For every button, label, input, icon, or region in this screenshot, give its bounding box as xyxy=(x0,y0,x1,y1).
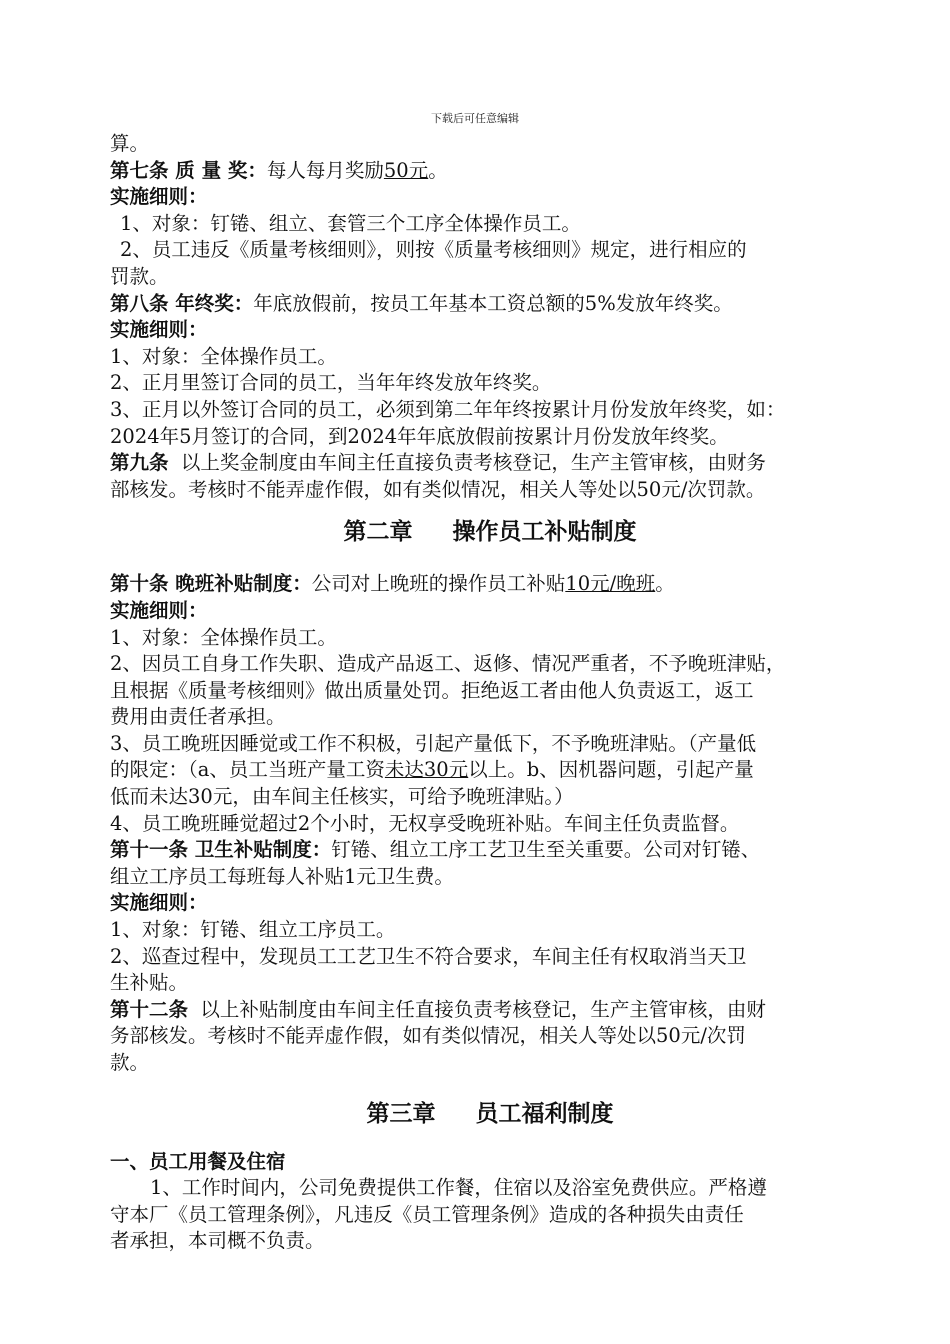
text-line: 算。 xyxy=(110,132,150,155)
article-11: 第十一条 卫生补贴制度：钉锩、组立工序工艺卫生至关重要。公司对钉锩、 xyxy=(110,838,761,862)
article-12: 第十二条 以上补贴制度由车间主任直接负责考核登记，生产主管审核，由财 xyxy=(110,997,766,1021)
article-9: 第九条 以上奖金制度由车间主任直接负责考核登记，生产主管审核，由财务 xyxy=(110,451,766,475)
rule-item-cont: 且根据《质量考核细则》做出质量处罚。拒绝返工者由他人负责返工，返工 xyxy=(110,678,754,702)
article-title: 第九条 xyxy=(110,451,169,475)
rules-heading: 实施细则： xyxy=(110,185,208,209)
rule-item: 2、巡查过程中，发现员工工艺卫生不符合要求，车间主任有权取消当天卫 xyxy=(110,944,747,968)
rule-item: 1、对象：钉锩、组立、套管三个工序全体操作员工。 xyxy=(120,211,581,235)
rule-item-cont: 低而未达30元，由车间主任核实，可给予晚班津贴。） xyxy=(110,785,574,809)
rule-item: 2、正月里签订合同的员工，当年年终发放年终奖。 xyxy=(110,371,552,395)
chapter-heading: 第二章 操作员工补贴制度 xyxy=(343,519,637,546)
article-title: 第八条 年终奖： xyxy=(110,291,254,315)
underlined-amount: 未达30元 xyxy=(384,758,469,782)
rule-item: 2、因员工自身工作失职、造成产品返工、返修、情况严重者，不予晚班津贴， xyxy=(110,652,786,676)
underlined-amount: 10元/晚班 xyxy=(565,572,656,596)
page-header: 下载后可任意编辑 xyxy=(431,112,519,125)
rule-item-cont: 2024年5月签订的合同，到2024年年底放假前按累计月份发放年终奖。 xyxy=(110,424,729,448)
article-8: 第八条 年终奖：年底放假前，按员工年基本工资总额的5%发放年终奖。 xyxy=(110,291,733,315)
paragraph-line: 者承担，本司概不负责。 xyxy=(110,1229,325,1253)
rules-heading: 实施细则： xyxy=(110,891,208,915)
document-body xyxy=(110,131,870,1255)
rules-heading: 实施细则： xyxy=(110,318,208,342)
underlined-amount: 50元 xyxy=(383,158,429,182)
text-line: 组立工序员工每班每人补贴1元卫生费。 xyxy=(110,864,454,888)
rule-item: 4、员工晚班睡觉超过2个小时，无权享受晚班补贴。车间主任负责监督。 xyxy=(110,811,740,835)
article-title: 第十二条 xyxy=(110,997,189,1021)
text-line: 部核发。考核时不能弄虚作假，如有类似情况，相关人等处以50元/次罚款。 xyxy=(110,477,766,501)
rule-item: 2、员工违反《质量考核细则》，则按《质量考核细则》规定，进行相应的 xyxy=(120,238,747,262)
rule-item-cont: 的限定：（a、员工当班产量工资未达30元以上。b、因机器问题，引起产量 xyxy=(110,758,754,782)
article-title: 第十一条 卫生补贴制度： xyxy=(110,838,332,862)
article-title: 第十条 晚班补贴制度： xyxy=(110,572,312,596)
text-line: 务部核发。考核时不能弄虚作假，如有类似情况，相关人等处以50元/次罚 xyxy=(110,1024,746,1048)
rule-item: 1、对象：钉锩、组立工序员工。 xyxy=(110,918,396,942)
article-7: 第七条 质 量 奖：每人每月奖励50元。 xyxy=(110,158,448,182)
section-heading: 一、员工用餐及住宿 xyxy=(110,1149,286,1173)
rule-item: 3、员工晚班因睡觉或工作不积极，引起产量低下，不予晚班津贴。（产量低 xyxy=(110,731,757,755)
rule-item-cont: 罚款。 xyxy=(110,264,169,288)
rule-item-cont: 生补贴。 xyxy=(110,971,189,995)
article-10: 第十条 晚班补贴制度：公司对上晚班的操作员工补贴10元/晚班。 xyxy=(110,572,675,596)
article-title: 第七条 质 量 奖： xyxy=(110,158,267,182)
paragraph-line: 守本厂《员工管理条例》，凡违反《员工管理条例》造成的各种损失由责任 xyxy=(110,1202,744,1226)
rule-item: 1、对象：全体操作员工。 xyxy=(110,344,337,368)
text-line: 款。 xyxy=(110,1051,150,1074)
rules-heading: 实施细则： xyxy=(110,598,208,622)
paragraph-line: 1、工作时间内，公司免费提供工作餐，住宿以及浴室免费供应。严格遵 xyxy=(150,1176,767,1200)
rule-item: 1、对象：全体操作员工。 xyxy=(110,625,337,649)
chapter-heading: 第三章 员工福利制度 xyxy=(366,1100,614,1127)
rule-item-cont: 费用由责任者承担。 xyxy=(110,705,286,729)
rule-item: 3、正月以外签订合同的员工，必须到第二年年终按累计月份发放年终奖，如： xyxy=(110,397,786,421)
